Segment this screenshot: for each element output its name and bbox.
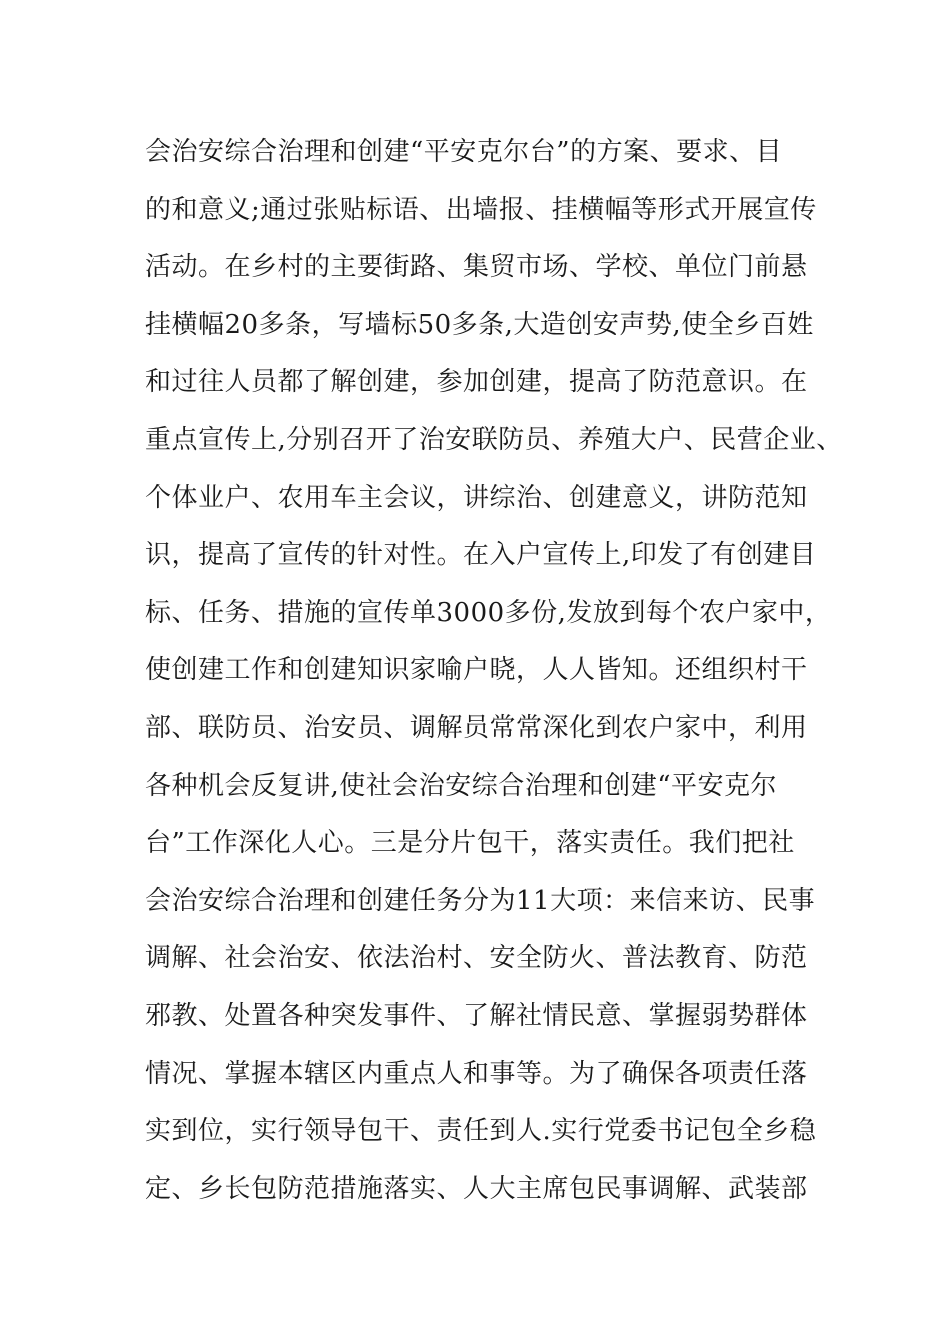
text-line: 部、联防员、治安员、调解员常常深化到农户家中，利用 [145,712,808,743]
text-line: 会治安综合治理和创建“平安克尔台”的方案、要求、目 [145,137,783,167]
text-line: 使创建工作和创建知识家喻户晓，人人皆知。还组织村干 [145,655,808,686]
text-line: 定、乡长包防范措施落实、人大主席包民事调解、武装部 [145,1173,808,1204]
body-text [145,124,843,1218]
text-line: 实到位，实行领导包干、责任到人.实行党委书记包全乡稳 [145,1116,817,1147]
text-line: 个体业户、农用车主会议，讲综治、创建意义，讲防范知 [145,482,808,513]
text-line: 情况、掌握本辖区内重点人和事等。为了确保各项责任落 [145,1058,808,1089]
text-line: 挂横幅20多条，写墙标50多条,大造创安声势,使全乡百姓 [145,309,814,340]
text-line: 的和意义;通过张贴标语、出墙报、挂横幅等形式开展宣传 [145,194,817,225]
text-line: 活动。在乡村的主要街路、集贸市场、学校、单位门前悬 [145,252,808,283]
text-line: 台”工作深化人心。三是分片包干，落实责任。我们把社 [145,828,795,859]
text-line: 各种机会反复讲,使社会治安综合治理和创建“平安克尔 [145,770,778,801]
text-line: 邪教、处置各种突发事件、了解社情民意、掌握弱势群体 [145,1000,808,1031]
text-line: 调解、社会治安、依法治村、安全防火、普法教育、防范 [145,943,808,974]
text-line: 和过往人员都了解创建，参加创建，提高了防范意识。在 [145,367,808,398]
text-line: 标、任务、措施的宣传单3000多份,发放到每个农户家中， [145,597,832,628]
text-line: 重点宣传上,分别召开了治安联防员、养殖大户、民营企业、 [145,424,843,455]
text-line: 会治安综合治理和创建任务分为11大项：来信来访、民事 [145,885,816,916]
text-line: 识，提高了宣传的针对性。在入户宣传上,印发了有创建目 [145,540,817,571]
